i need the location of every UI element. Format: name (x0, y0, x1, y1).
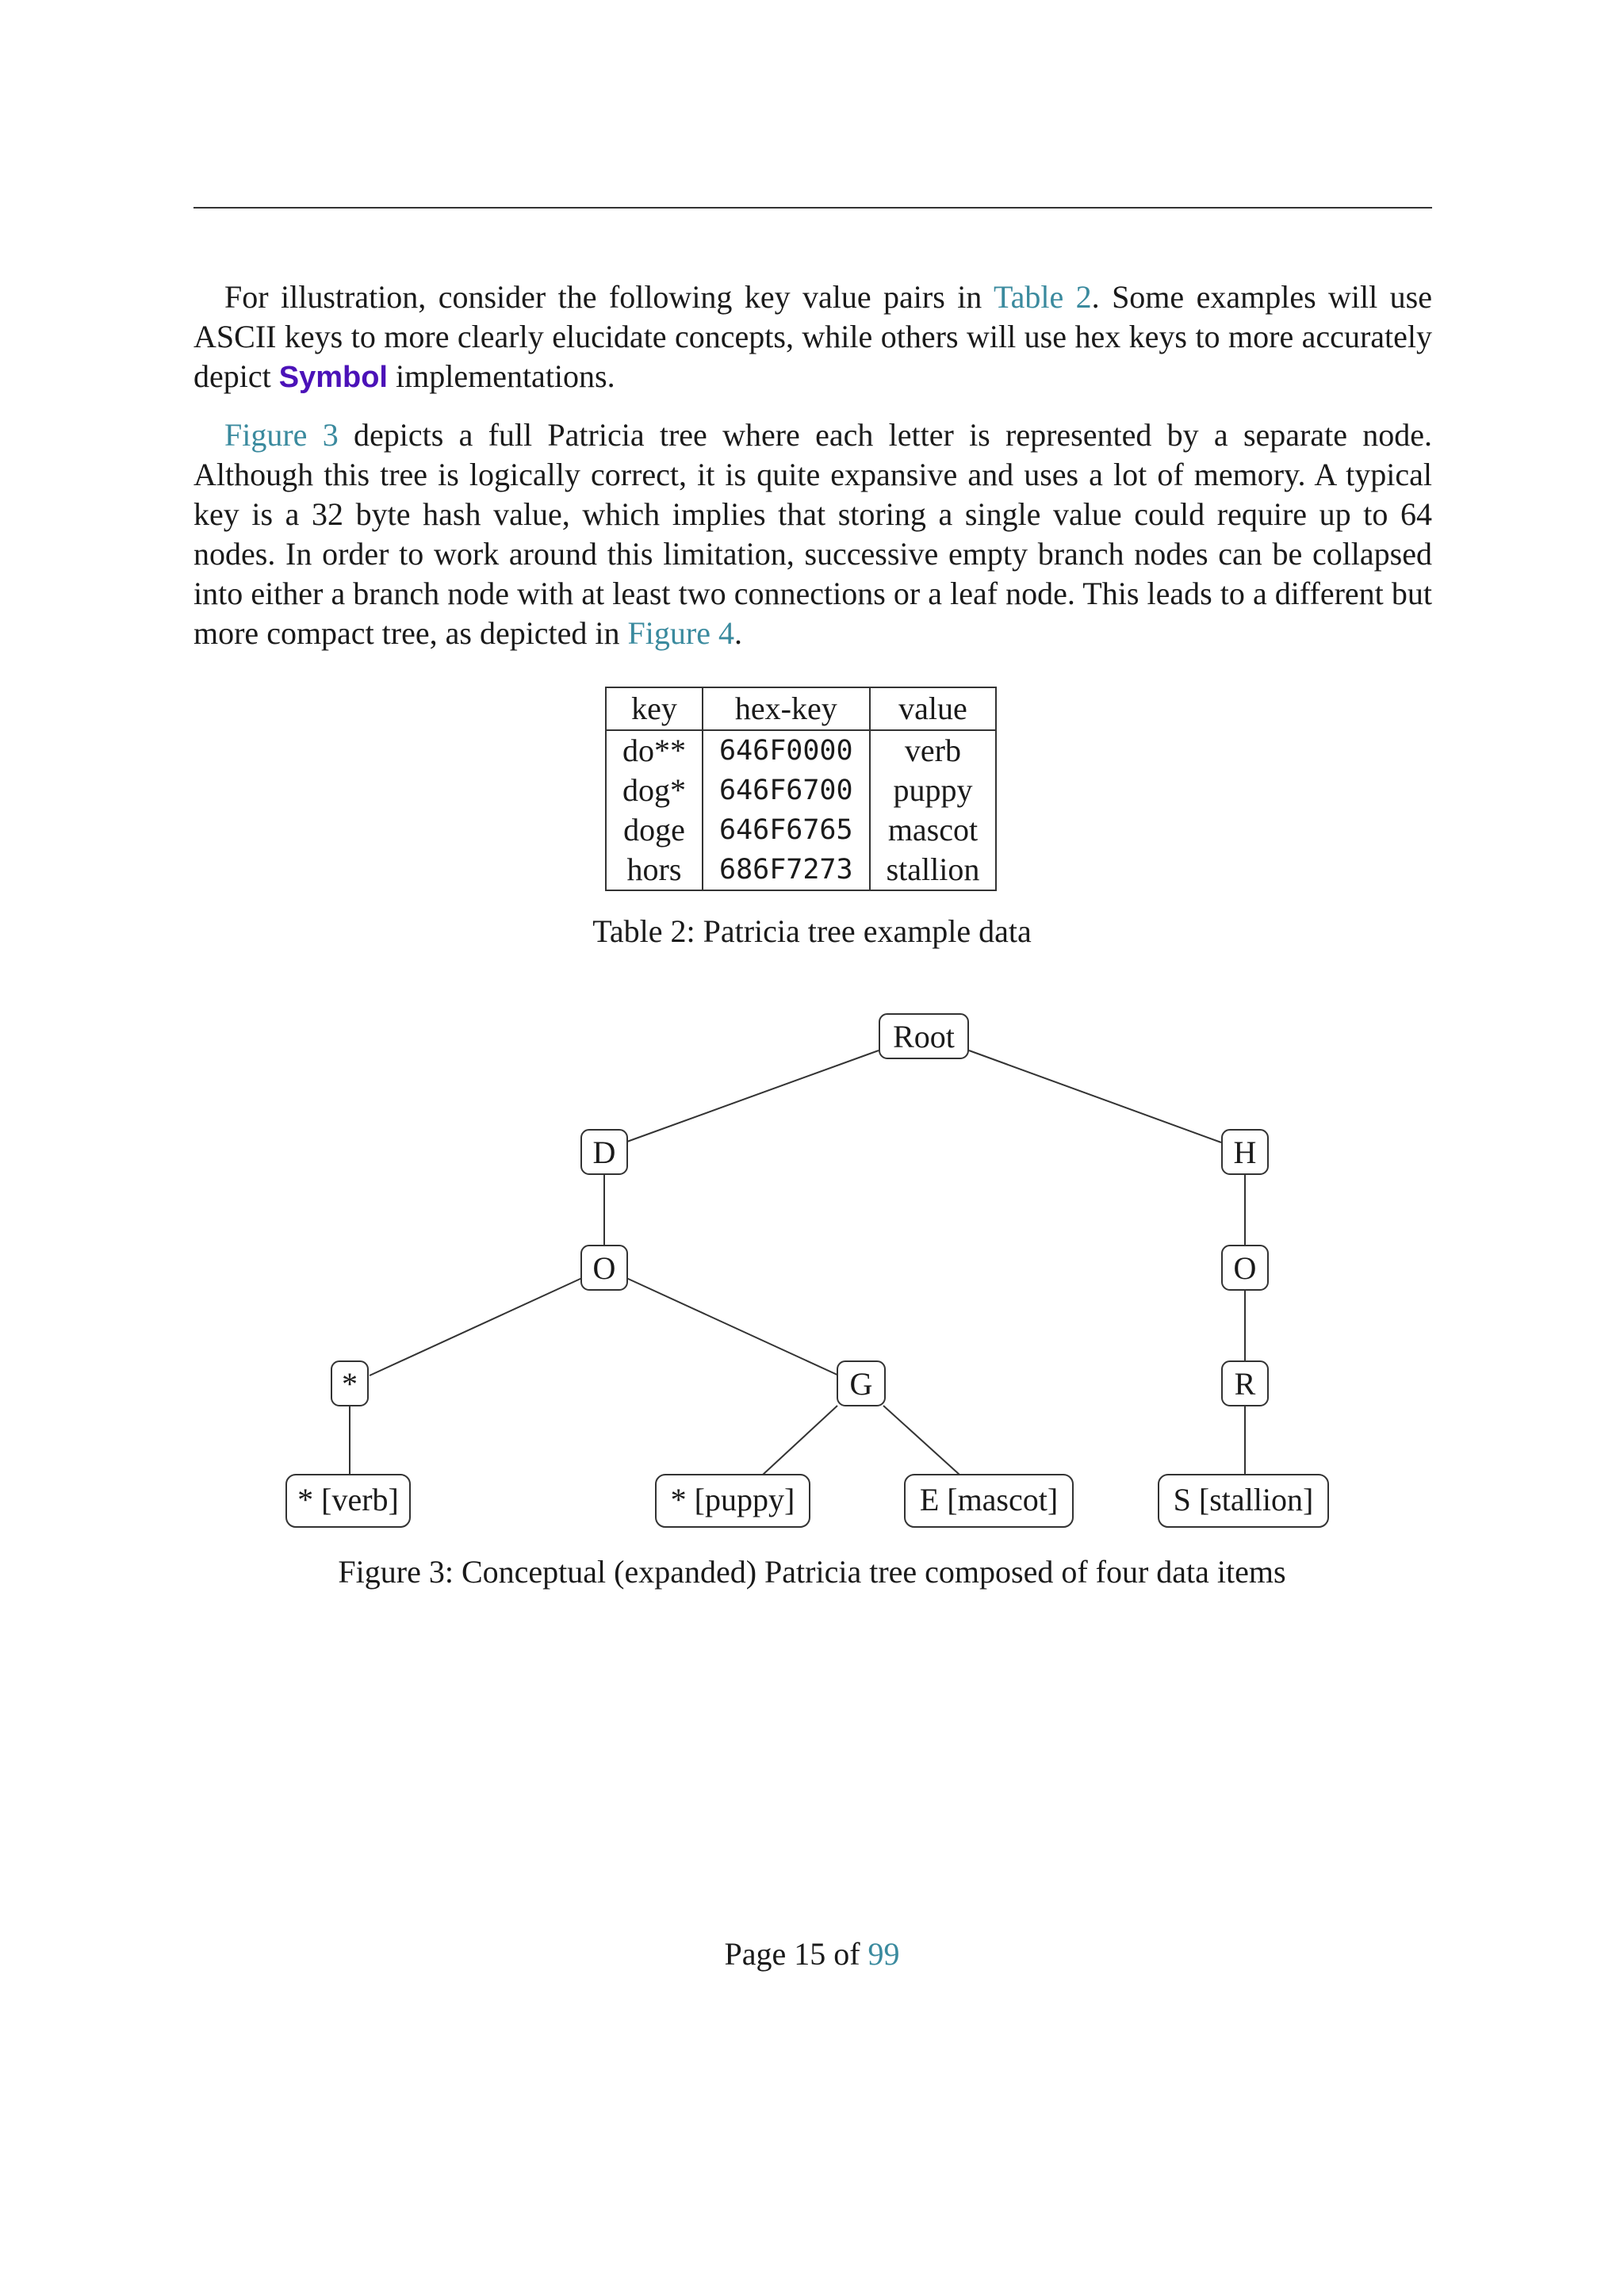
node-label: E [mascot] (919, 1482, 1059, 1517)
paragraph-text: For illustration, consider the following key value pairs in (224, 279, 994, 315)
cell-key: dog* (606, 771, 703, 810)
cell-value: verb (870, 730, 997, 771)
header-hex-key: hex-key (703, 687, 870, 730)
tree-node-o-right (1222, 1246, 1268, 1290)
figure-caption: Figure 3: Conceptual (expanded) Patricia tree composed of four data items (338, 1554, 1286, 1590)
node-label: Root (893, 1019, 955, 1054)
edge-root-d (625, 1050, 879, 1142)
tree-node-root (879, 1014, 968, 1058)
paragraph-text: . Some examples will use ASCII keys to more clearly elucidate concepts, while others will use hex keys to more accurately depict (193, 279, 1432, 394)
cell-value: puppy (870, 771, 997, 810)
tree-leaf-mascot (905, 1475, 1073, 1527)
node-label: R (1234, 1366, 1256, 1402)
tree-node-o-left (581, 1246, 627, 1290)
tree-leaf-puppy (656, 1475, 810, 1527)
cell-value: stallion (870, 850, 997, 890)
tree-leaf-verb (286, 1475, 410, 1527)
edge-o-star (370, 1278, 582, 1376)
tree-node-h (1222, 1130, 1268, 1174)
cell-key: do** (606, 730, 703, 771)
header-value: value (870, 687, 997, 730)
page-footer (0, 1934, 1624, 1974)
node-label: S [stallion] (1173, 1482, 1314, 1517)
tree-node-d (581, 1130, 627, 1174)
node-label: O (1233, 1250, 1257, 1286)
cell-value: mascot (870, 810, 997, 850)
header-key: key (606, 687, 703, 730)
node-label: * [puppy] (670, 1482, 795, 1517)
tree-node-r (1222, 1361, 1268, 1406)
cell-hex-key: 646F0000 (703, 730, 870, 771)
figure-4-link[interactable]: Figure 4 (627, 615, 734, 651)
tree-node-g (837, 1361, 885, 1406)
total-pages-link[interactable]: 99 (868, 1936, 900, 1972)
symbol-term: Symbol (278, 361, 388, 394)
node-label: H (1233, 1135, 1257, 1170)
paragraph-text: . (733, 615, 742, 651)
cell-hex-key: 646F6765 (703, 810, 870, 850)
tree-node-star (331, 1361, 368, 1406)
node-label: * [verb] (297, 1482, 399, 1517)
edge-o-g (626, 1278, 839, 1376)
node-label: O (592, 1250, 616, 1286)
figure-3-link[interactable]: Figure 3 (224, 417, 339, 453)
edge-g-mascot (883, 1406, 959, 1475)
table-2-link[interactable]: Table 2 (993, 279, 1092, 315)
node-label: G (849, 1366, 873, 1402)
tree-leaf-stallion (1159, 1475, 1328, 1527)
paragraph-text: depicts a full Patricia tree where each letter is represented by a separate node. Although this tree is logically correct, it is quite expansive and uses a lot of memory. A typical key is a 32 byte hash value, which implies that storing a single value could require up to 64 nodes. In order to work around this limitation, successive empty branch nodes can be collapsed into either a branch node with at least two connections or a leaf node. This leads to a different but more compact tree, as depicted in (193, 417, 1432, 651)
cell-hex-key: 686F7273 (703, 850, 870, 890)
cell-key: hors (606, 850, 703, 890)
node-label: * (342, 1366, 358, 1402)
table-caption: Table 2: Patricia tree example data (592, 913, 1032, 949)
edge-g-puppy (763, 1406, 837, 1475)
paragraph-text: implementations. (387, 358, 615, 394)
cell-key: doge (606, 810, 703, 850)
edge-root-h (969, 1050, 1221, 1142)
node-label: D (592, 1135, 616, 1170)
cell-hex-key: 646F6700 (703, 771, 870, 810)
page-number-text: Page 15 of (724, 1936, 868, 1972)
